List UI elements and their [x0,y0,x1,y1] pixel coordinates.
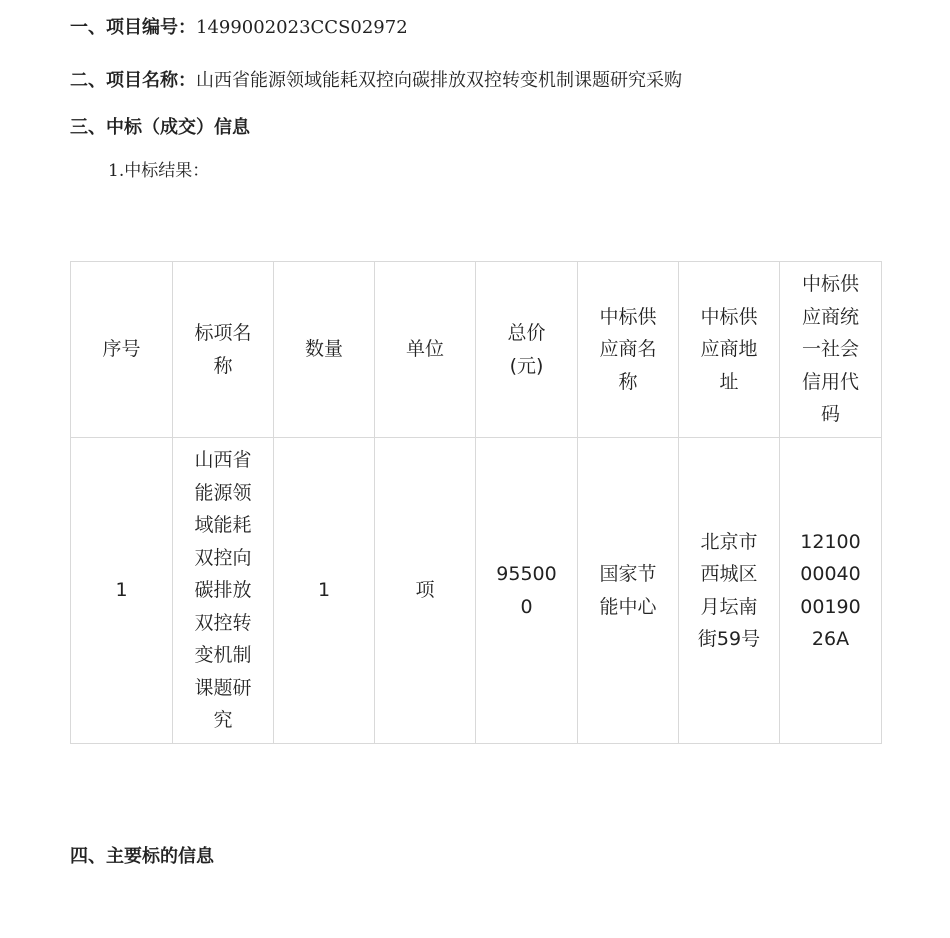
cell-quantity: 1 [274,438,375,744]
header-serial-number: 序号 [71,262,173,438]
project-name-value: 山西省能源领域能耗双控向碳排放双控转变机制课题研究采购 [196,70,682,91]
main-subject-heading-label: 四、主要标的信息 [70,846,214,867]
project-number-line [70,13,408,39]
header-supplier-address: 中标供应商地址 [679,262,780,438]
cell-unit: 项 [375,438,476,744]
cell-supplier-credit-code: 12100000400019026A [780,438,882,744]
cell-total-price: 955000 [476,438,578,744]
project-name-line [70,66,682,92]
award-result-subheading-label: 1.中标结果： [108,161,210,181]
project-number-label: 一、项目编号： [70,17,196,38]
header-supplier-name: 中标供应商名称 [578,262,679,438]
award-info-heading [70,113,250,139]
table-row [71,438,882,744]
cell-serial-number: 1 [71,438,173,744]
table-header-row [71,262,882,438]
project-number-value: 1499002023CCS02972 [196,17,408,38]
project-name-label: 二、项目名称： [70,70,196,91]
cell-item-name: 山西省能源领域能耗双控向碳排放双控转变机制课题研究 [173,438,274,744]
header-quantity: 数量 [274,262,375,438]
award-result-table [70,261,882,744]
cell-supplier-name: 国家节能中心 [578,438,679,744]
award-info-heading-label: 三、中标（成交）信息 [70,117,250,138]
award-result-subheading [108,156,209,181]
header-item-name: 标项名称 [173,262,274,438]
header-unit: 单位 [375,262,476,438]
cell-supplier-address: 北京市西城区月坛南街59号 [679,438,780,744]
header-total-price: 总价(元) [476,262,578,438]
main-subject-heading [70,842,214,868]
header-supplier-credit-code: 中标供应商统一社会信用代码 [780,262,882,438]
